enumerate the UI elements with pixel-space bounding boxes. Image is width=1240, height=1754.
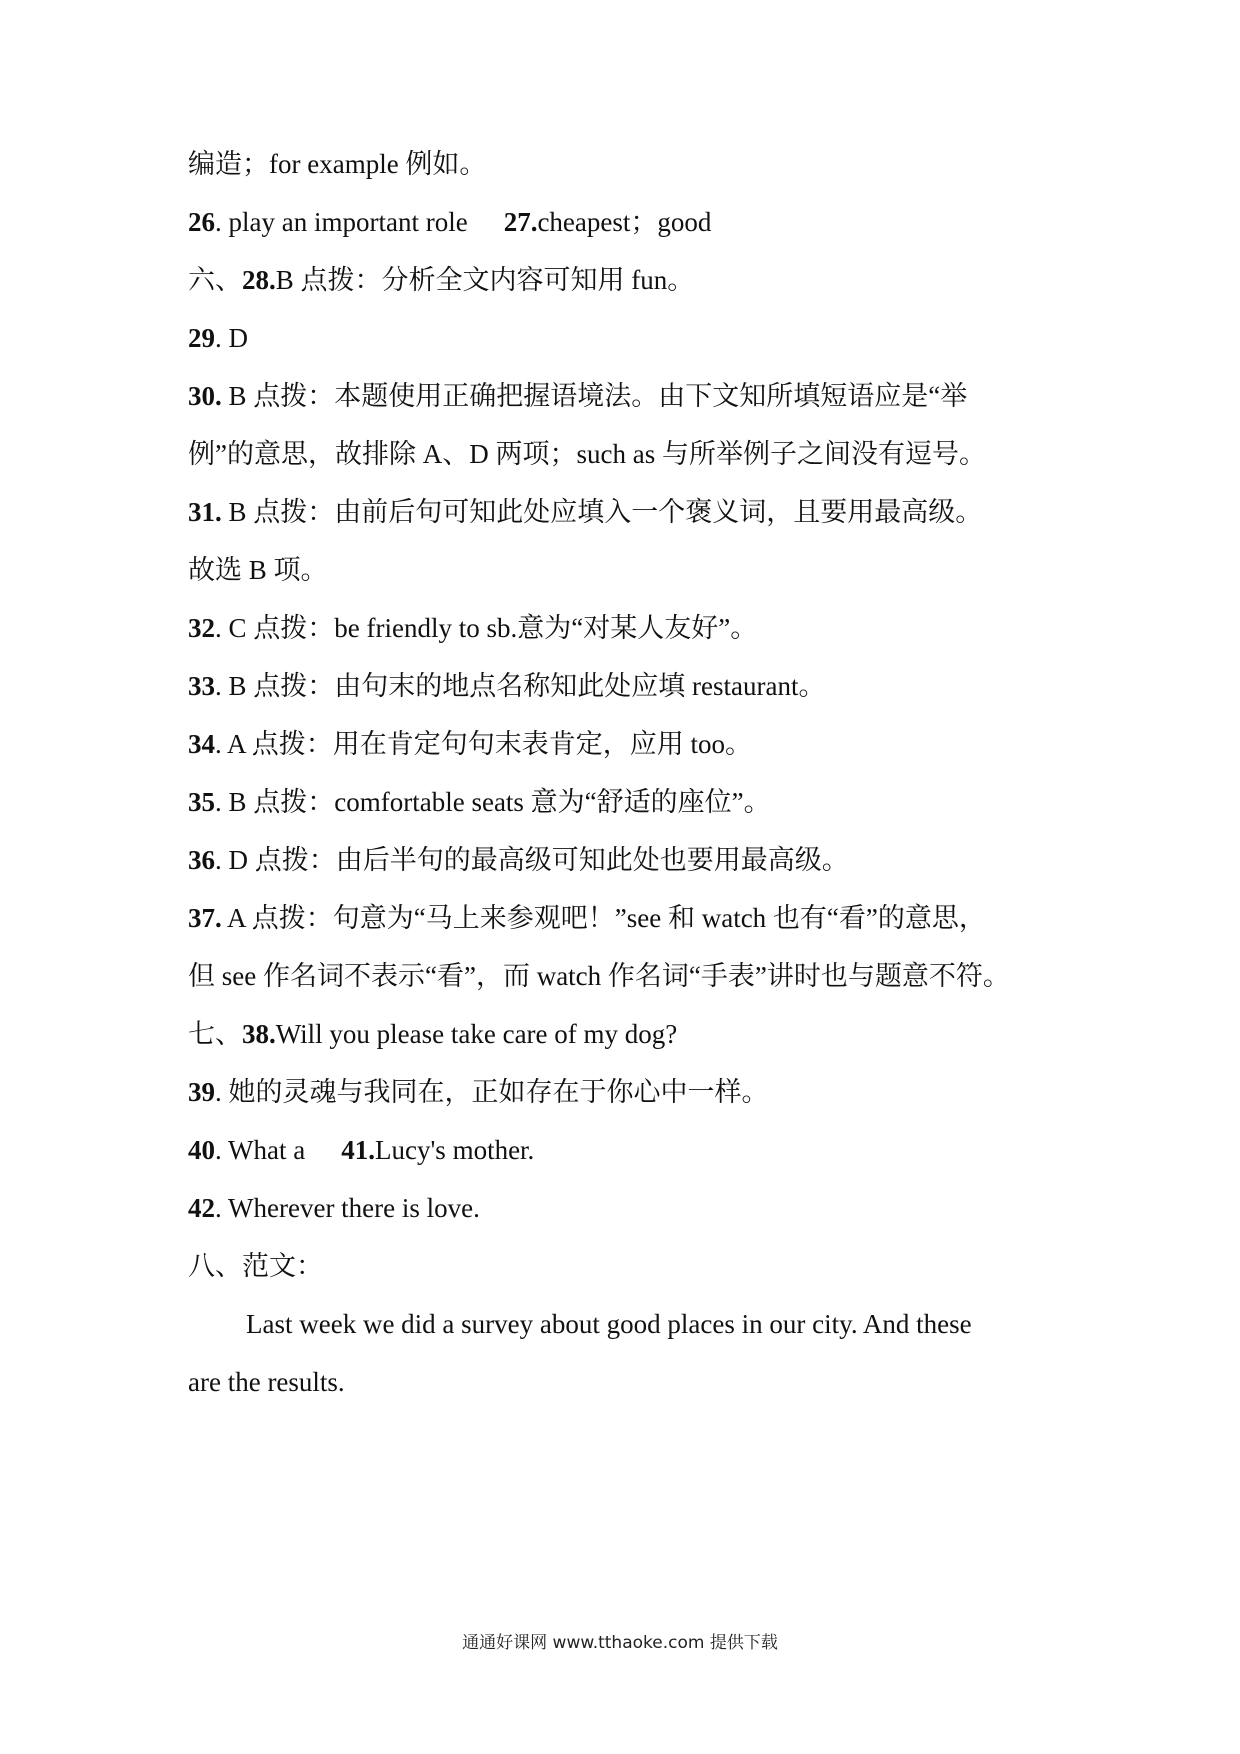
answer-text: . 她的灵魂与我同在，正如存在于你心中一样。 xyxy=(215,1077,769,1107)
question-number: 36 xyxy=(188,845,215,875)
answer-line xyxy=(188,260,1068,300)
answer-text: . What a xyxy=(215,1135,306,1165)
question-number: 31. xyxy=(188,497,222,527)
answer-text: cheapest；good xyxy=(537,207,712,237)
line-text: 故选 B 项。 xyxy=(188,555,328,585)
line-text: 例”的意思，故排除 A、D 两项；such as 与所举例子之间没有逗号。 xyxy=(188,439,986,469)
answer-text: . play an important role xyxy=(215,207,468,237)
answer-text: . D xyxy=(215,323,248,353)
question-number: 30. xyxy=(188,381,222,411)
line-text: 但 see 作名词不表示“看”，而 watch 作名词“手表”讲时也与题意不符。 xyxy=(188,961,1010,991)
page-footer: 通通好课网 www.tthaoke.com 提供下载 xyxy=(462,1633,778,1653)
question-number: 41. xyxy=(341,1135,375,1165)
line-text: are the results. xyxy=(188,1367,345,1397)
answer-line xyxy=(188,666,1068,706)
answer-text: B 点拨：分析全文内容可知用 fun。 xyxy=(275,265,695,295)
answer-line xyxy=(188,376,1068,416)
question-number: 35 xyxy=(188,787,215,817)
answer-line xyxy=(188,434,1068,474)
question-number: 38. xyxy=(242,1019,276,1049)
answer-line xyxy=(188,202,1068,242)
answer-text: . D 点拨：由后半句的最高级可知此处也要用最高级。 xyxy=(215,845,849,875)
answer-text: A 点拨：句意为“马上来参观吧！”see 和 watch 也有“看”的意思， xyxy=(221,903,986,933)
essay-paragraph-line xyxy=(246,1304,1076,1344)
answer-line xyxy=(188,1130,1068,1170)
section-label: 七、 xyxy=(188,1019,242,1049)
question-number: 40 xyxy=(188,1135,215,1165)
answer-line xyxy=(188,550,1068,590)
answer-text: . A 点拨：用在肯定句句末表肯定，应用 too。 xyxy=(215,729,753,759)
answer-line xyxy=(188,898,1068,938)
line-text: Last week we did a survey about good places in our city. And these xyxy=(246,1309,972,1339)
question-number: 42 xyxy=(188,1193,215,1223)
answer-line xyxy=(188,956,1068,996)
answer-text: Lucy's mother. xyxy=(374,1135,535,1165)
answer-text: . B 点拨：由句末的地点名称知此处应填 restaurant。 xyxy=(215,671,826,701)
question-number: 28. xyxy=(242,265,276,295)
answer-line xyxy=(188,724,1068,764)
answer-text: . Wherever there is love. xyxy=(215,1193,480,1223)
answer-line xyxy=(188,144,1068,184)
answer-text: . C 点拨：be friendly to sb.意为“对某人友好”。 xyxy=(215,613,758,643)
essay-paragraph-line xyxy=(188,1362,1068,1402)
question-number: 34 xyxy=(188,729,215,759)
section-heading xyxy=(188,1246,1068,1286)
answer-line xyxy=(188,1014,1068,1054)
answer-line xyxy=(188,318,1068,358)
line-text: 编造；for example 例如。 xyxy=(188,149,487,179)
question-number: 33 xyxy=(188,671,215,701)
answer-text: . B 点拨：comfortable seats 意为“舒适的座位”。 xyxy=(215,787,771,817)
question-number: 39 xyxy=(188,1077,215,1107)
answer-line xyxy=(188,608,1068,648)
question-number: 32 xyxy=(188,613,215,643)
answer-line xyxy=(188,1188,1068,1228)
answer-text: B 点拨：本题使用正确把握语境法。由下文知所填短语应是“举 xyxy=(221,381,968,411)
answer-line xyxy=(188,1072,1068,1112)
answer-text: Will you please take care of my dog? xyxy=(275,1019,678,1049)
answer-text: B 点拨：由前后句可知此处应填入一个褒义词，且要用最高级。 xyxy=(221,497,983,527)
answer-line xyxy=(188,782,1068,822)
question-number: 27. xyxy=(503,207,538,237)
question-number: 26 xyxy=(188,207,215,237)
answer-line xyxy=(188,840,1068,880)
question-number: 37. xyxy=(188,903,222,933)
section-label: 六、 xyxy=(188,265,242,295)
question-number: 29 xyxy=(188,323,215,353)
line-text: 八、范文： xyxy=(188,1251,323,1281)
answer-line xyxy=(188,492,1068,532)
